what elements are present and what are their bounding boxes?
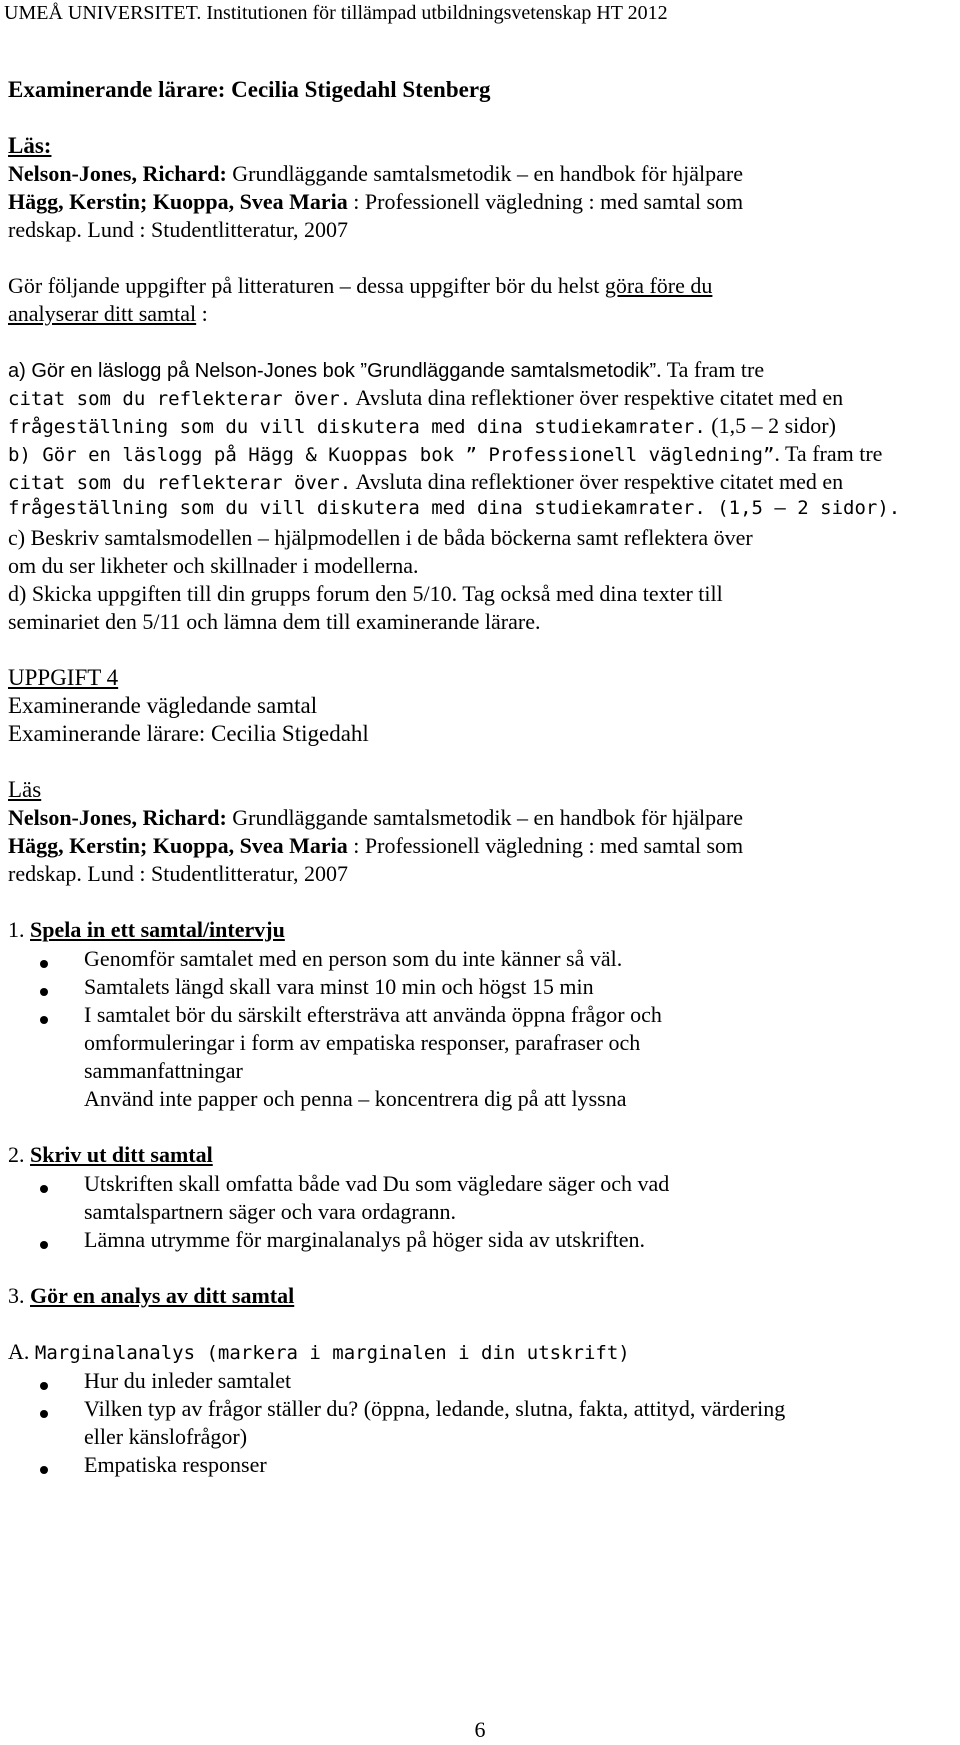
step-3-bullet-2-cont: eller känslofrågor)	[84, 1424, 248, 1449]
reference-nelson-jones-2	[8, 807, 743, 829]
task-c-line-1: c) Beskriv samtalsmodellen – hjälpmodellen i de båda böckerna samt reflektera över	[8, 525, 753, 550]
task-a-line-3	[8, 415, 836, 437]
author: Nelson-Jones, Richard:	[8, 805, 227, 830]
task-a-text: (1,5 – 2 sidor)	[705, 413, 836, 438]
examiner-heading: Examinerande lärare: Cecilia Stigedahl Stenberg	[8, 77, 491, 102]
task-subtitle: Examinerande vägledande samtal	[8, 693, 318, 718]
task-c-line-2: om du ser likheter och skillnader i modellerna.	[8, 553, 419, 578]
task-b-text: . Ta fram tre	[774, 441, 883, 466]
task-d-line-2: seminariet den 5/11 och lämna dem till examinerande lärare.	[8, 609, 541, 634]
step-3-heading	[8, 1285, 294, 1307]
intro-underlined: analyserar ditt samtal	[8, 301, 197, 326]
intro-line	[8, 275, 712, 297]
step-2-bullet-1: Utskriften skall omfatta både vad Du som vägledare säger och vad	[84, 1171, 670, 1196]
step-3-bullet-2: Vilken typ av frågor ställer du? (öppna, ledande, slutna, fakta, attityd, värdering	[84, 1396, 786, 1421]
step-1-bullet-1: Genomför samtalet med en person som du inte känner så väl.	[84, 946, 623, 971]
step-3-bullet-3: Empatiska responser	[84, 1452, 267, 1477]
step-number: 3.	[8, 1283, 30, 1308]
task-title: UPPGIFT 4	[8, 665, 119, 690]
bullet-icon	[40, 1382, 48, 1390]
reference-hagg-kuoppa-2	[8, 835, 743, 857]
task-b-line-3: frågeställning som du vill diskutera med dina studiekamrater. (1,5 – 2 sidor).	[8, 497, 901, 519]
task-a-text: . Ta fram tre	[656, 357, 765, 382]
task-a-text: Avsluta dina reflektioner över respektive citatet med en	[351, 385, 844, 410]
intro-line-2	[8, 303, 208, 325]
step-number: 2.	[8, 1142, 30, 1167]
book-title: : Professionell vägledning : med samtal som	[347, 833, 744, 858]
reference-hagg-kuoppa	[8, 191, 743, 213]
task-a-text: frågeställning som du vill diskutera med dina studiekamrater.	[8, 416, 706, 438]
reference-publisher-2: redskap. Lund : Studentlitteratur, 2007	[8, 861, 349, 886]
step-1-bullet-3-cont: Använd inte papper och penna – koncentrera dig på att lyssna	[84, 1086, 627, 1111]
step-2-bullet-2: Lämna utrymme för marginalanalys på höger sida av utskriften.	[84, 1227, 646, 1252]
step-1-bullet-3-cont: sammanfattningar	[84, 1058, 243, 1083]
bullet-icon	[40, 1185, 48, 1193]
task-a-line-2	[8, 387, 843, 409]
step-1-bullet-2: Samtalets längd skall vara minst 10 min och högst 15 min	[84, 974, 594, 999]
step-title: Spela in ett samtal/intervju	[30, 917, 285, 942]
step-number: 1.	[8, 917, 30, 942]
page-number: 6	[474, 1717, 486, 1742]
intro-text: Gör följande uppgifter på litteraturen – dessa uppgifter bör du helst	[8, 273, 605, 298]
task-b-line-1	[8, 443, 882, 465]
book-title: Grundläggande samtalsmetodik – en handbok för hjälpare	[226, 805, 744, 830]
step-2-heading	[8, 1144, 213, 1166]
read-label: Läs:	[8, 133, 52, 158]
step-title: Skriv ut ditt samtal	[30, 1142, 213, 1167]
book-title: Grundläggande samtalsmetodik – en handbok för hjälpare	[226, 161, 744, 186]
task-b-line-2	[8, 471, 843, 493]
task-b-text: Avsluta dina reflektioner över respektive citatet med en	[351, 469, 844, 494]
author: Hägg, Kerstin; Kuoppa, Svea Maria	[8, 833, 348, 858]
task-a-line-1	[8, 359, 764, 381]
bullet-icon	[40, 1016, 48, 1024]
bullet-icon	[40, 1410, 48, 1418]
step-1-bullet-3: I samtalet bör du särskilt eftersträva att använda öppna frågor och	[84, 1002, 662, 1027]
bullet-icon	[40, 988, 48, 996]
step-1-heading	[8, 919, 285, 941]
bullet-icon	[40, 960, 48, 968]
task-b-text: b) Gör en läslogg på Hägg & Kuoppas bok ” Professionell vägledning”	[8, 444, 775, 466]
author: Nelson-Jones, Richard:	[8, 161, 227, 186]
page-header: UMEÅ UNIVERSITET. Institutionen för tillämpad utbildningsvetenskap HT 2012	[4, 2, 668, 24]
sub-title: Marginalanalys (markera i marginalen i din utskrift)	[34, 1342, 630, 1364]
bullet-icon	[40, 1466, 48, 1474]
intro-underlined: göra före du	[604, 273, 713, 298]
book-title: : Professionell vägledning : med samtal som	[347, 189, 744, 214]
step-3-subheading	[8, 1341, 630, 1363]
sub-prefix: A.	[8, 1339, 35, 1364]
step-title: Gör en analys av ditt samtal	[30, 1283, 295, 1308]
task-b-text: citat som du reflekterar över.	[8, 472, 352, 494]
step-2-bullet-1-cont: samtalspartnern säger och vara ordagrann.	[84, 1199, 457, 1224]
task-a-text: citat som du reflekterar över.	[8, 388, 352, 410]
step-1-bullet-3-cont: omformuleringar i form av empatiska responser, parafraser och	[84, 1030, 641, 1055]
examiner-heading-2: Examinerande lärare: Cecilia Stigedahl	[8, 721, 369, 746]
reference-publisher: redskap. Lund : Studentlitteratur, 2007	[8, 217, 349, 242]
task-d-line-1: d) Skicka uppgiften till din grupps forum den 5/10. Tag också med dina texter till	[8, 581, 723, 606]
step-3-bullet-1: Hur du inleder samtalet	[84, 1368, 292, 1393]
intro-text: :	[196, 301, 208, 326]
reference-nelson-jones	[8, 163, 743, 185]
bullet-icon	[40, 1241, 48, 1249]
read-label-2: Läs	[8, 777, 42, 802]
task-a-text: a) Gör en läslogg på Nelson-Jones bok ”Grundläggande samtalsmetodik”	[8, 360, 657, 382]
author: Hägg, Kerstin; Kuoppa, Svea Maria	[8, 189, 348, 214]
